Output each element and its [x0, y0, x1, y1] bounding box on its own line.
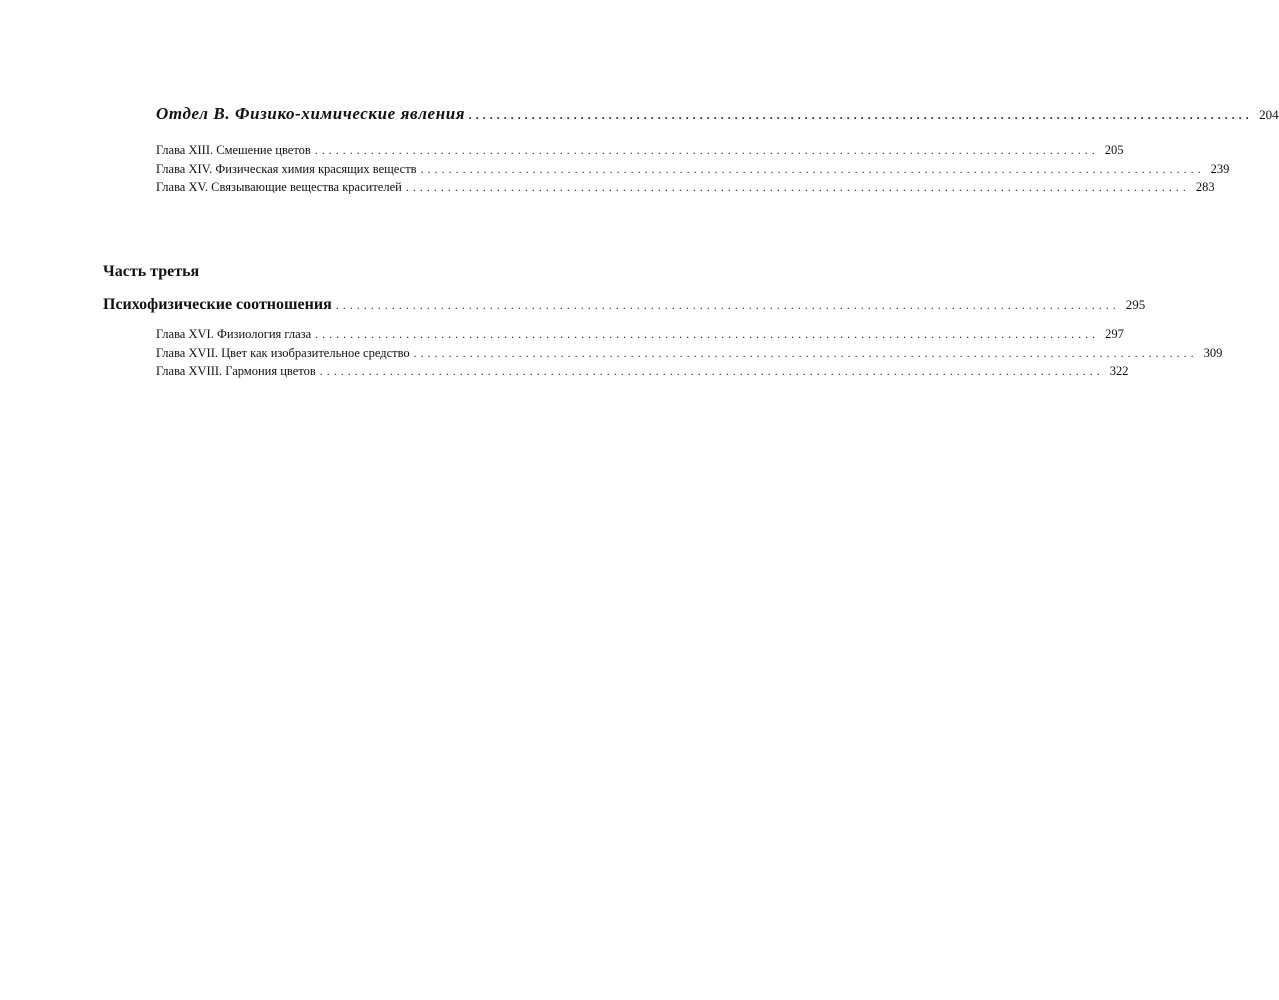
page-number: 204: [1259, 107, 1279, 122]
dot-leader: ................................................................................................................: [314, 143, 1099, 157]
dot-leader: ................................................................................................................: [405, 180, 1190, 194]
section-title: Психофизические соотношения: [103, 296, 332, 313]
dot-leader: ................................................................................................................: [413, 346, 1198, 360]
page-number: 283: [1195, 180, 1215, 194]
part-title: Часть третья: [103, 263, 200, 280]
page-number: 239: [1210, 162, 1230, 176]
page-number: 322: [1109, 364, 1129, 378]
dot-leader: ................................................................................................................: [319, 364, 1104, 378]
page-number: 309: [1203, 346, 1223, 360]
page-number: 297: [1105, 327, 1124, 341]
toc-chapter-row[interactable]: [156, 327, 1124, 342]
toc-section-row[interactable]: [103, 296, 1146, 314]
toc-chapter-row[interactable]: [156, 143, 1124, 158]
chapter-title: Глава XVIII. Гармония цветов: [156, 364, 316, 378]
page-number: 205: [1104, 143, 1124, 157]
dot-leader: ................................................................................................................: [315, 327, 1100, 341]
chapter-title: Глава XVII. Цвет как изобразительное средство: [156, 346, 410, 360]
chapter-title: Глава XVI. Физиология глаза: [156, 327, 312, 341]
dot-leader: ................................................................................................................: [420, 162, 1205, 176]
toc-chapter-row[interactable]: [156, 364, 1129, 379]
chapter-title: Глава XIV. Физическая химия красящих веществ: [156, 162, 417, 176]
toc-section-row[interactable]: [156, 104, 1279, 124]
toc-chapter-row[interactable]: [156, 346, 1223, 361]
dot-leader: ................................................................................................................: [335, 298, 1120, 312]
toc-chapter-row[interactable]: [156, 162, 1230, 177]
chapter-title: Глава XIII. Смешение цветов: [156, 143, 311, 157]
section-title: Отдел В. Физико-химические явления: [156, 104, 466, 123]
toc-chapter-row[interactable]: [156, 180, 1215, 195]
dot-leader: ................................................................................................................: [469, 108, 1254, 122]
page-number: 295: [1125, 297, 1146, 312]
chapter-title: Глава XV. Связывающие вещества красителей: [156, 180, 402, 194]
